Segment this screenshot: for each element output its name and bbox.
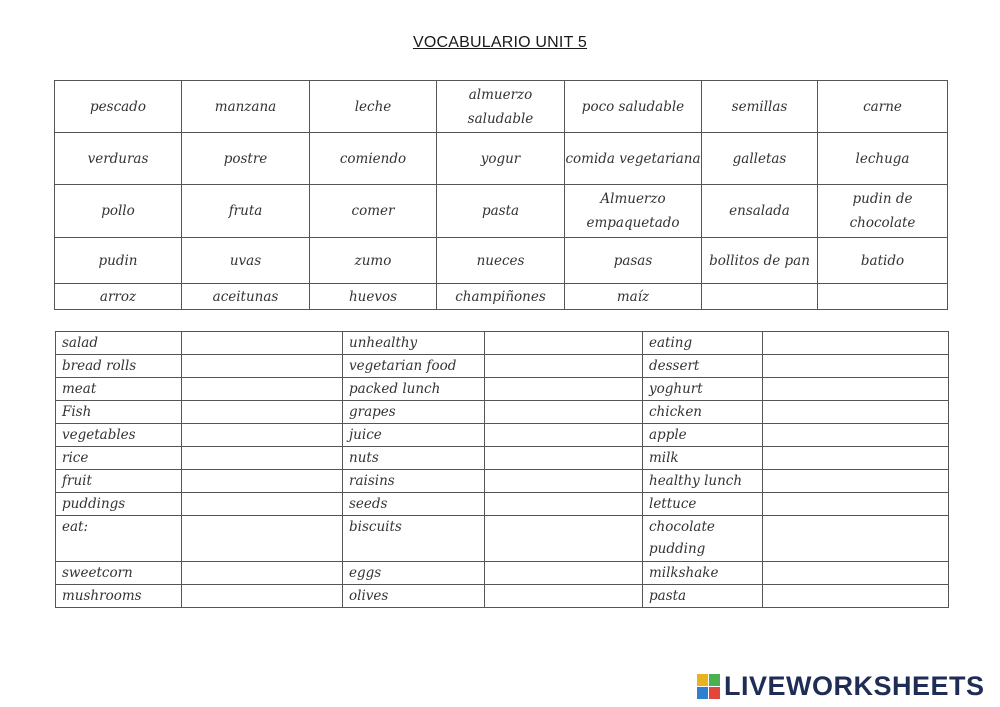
spanish-row: [55, 185, 948, 238]
english-word-cell: raisins: [343, 470, 485, 493]
answer-cell: [485, 516, 643, 562]
english-row: [56, 355, 949, 378]
answer-cell: [763, 562, 949, 585]
english-word-cell: milkshake: [643, 562, 763, 585]
spanish-word-cell: [818, 284, 948, 310]
answer-cell: [763, 424, 949, 447]
answer-input[interactable]: [182, 562, 342, 584]
answer-cell: [485, 470, 643, 493]
english-word-cell: eating: [643, 332, 763, 355]
answer-input[interactable]: [485, 447, 642, 469]
answer-cell: [763, 447, 949, 470]
spanish-word-cell: fruta: [182, 185, 310, 238]
spanish-word-cell: zumo: [310, 238, 437, 284]
spanish-word-cell: pasas: [565, 238, 702, 284]
answer-input[interactable]: [485, 562, 642, 584]
answer-cell: [182, 424, 343, 447]
answer-input[interactable]: [182, 378, 342, 400]
spanish-word-cell: comiendo: [310, 133, 437, 185]
spanish-word-cell: Almuerzo empaquetado: [565, 185, 702, 238]
english-word-cell: chocolate pudding: [643, 516, 763, 562]
english-word-cell: meat: [56, 378, 182, 401]
spanish-word-cell: maíz: [565, 284, 702, 310]
english-row: [56, 424, 949, 447]
english-word-cell: Fish: [56, 401, 182, 424]
spanish-row: [55, 81, 948, 133]
answer-input[interactable]: [182, 493, 342, 515]
answer-input[interactable]: [763, 470, 948, 492]
english-word-cell: grapes: [343, 401, 485, 424]
spanish-word-cell: manzana: [182, 81, 310, 133]
english-word-cell: healthy lunch: [643, 470, 763, 493]
spanish-word-cell: [702, 284, 818, 310]
answer-cell: [485, 355, 643, 378]
answer-cell: [182, 355, 343, 378]
answer-cell: [763, 516, 949, 562]
english-word-cell: dessert: [643, 355, 763, 378]
answer-cell: [763, 470, 949, 493]
english-word-cell: seeds: [343, 493, 485, 516]
answer-input[interactable]: [182, 424, 342, 446]
answer-input[interactable]: [763, 562, 948, 584]
liveworksheets-logo: [697, 668, 985, 704]
spanish-word-cell: ensalada: [702, 185, 818, 238]
answer-cell: [763, 355, 949, 378]
english-word-cell: milk: [643, 447, 763, 470]
answer-input[interactable]: [182, 585, 342, 607]
spanish-row: [55, 238, 948, 284]
english-word-cell: yoghurt: [643, 378, 763, 401]
english-word-cell: puddings: [56, 493, 182, 516]
english-word-cell: apple: [643, 424, 763, 447]
answer-input[interactable]: [763, 378, 948, 400]
spanish-word-cell: nueces: [437, 238, 565, 284]
spanish-word-cell: pudin de chocolate: [818, 185, 948, 238]
answer-input[interactable]: [485, 424, 642, 446]
spanish-word-cell: batido: [818, 238, 948, 284]
answer-input[interactable]: [485, 378, 642, 400]
english-row: [56, 332, 949, 355]
answer-cell: [182, 585, 343, 608]
english-word-cell: nuts: [343, 447, 485, 470]
answer-cell: [182, 516, 343, 562]
spanish-word-cell: poco saludable: [565, 81, 702, 133]
answer-cell: [182, 401, 343, 424]
answer-cell: [763, 378, 949, 401]
answer-input[interactable]: [182, 401, 342, 423]
answer-input[interactable]: [763, 424, 948, 446]
spanish-word-cell: comida vegetariana: [565, 133, 702, 185]
answer-input[interactable]: [485, 516, 642, 538]
english-word-cell: eat:: [56, 516, 182, 562]
logo-text: LIVEWORKSHEETS: [724, 670, 985, 701]
answer-input[interactable]: [763, 585, 948, 607]
english-row: [56, 493, 949, 516]
english-word-cell: unhealthy: [343, 332, 485, 355]
answer-cell: [182, 447, 343, 470]
answer-input[interactable]: [485, 332, 642, 354]
answer-input[interactable]: [763, 447, 948, 469]
spanish-word-cell: aceitunas: [182, 284, 310, 310]
english-row: [56, 378, 949, 401]
spanish-word-cell: postre: [182, 133, 310, 185]
spanish-word-cell: uvas: [182, 238, 310, 284]
answer-cell: [485, 585, 643, 608]
answer-cell: [182, 562, 343, 585]
spanish-word-cell: pasta: [437, 185, 565, 238]
answer-cell: [182, 378, 343, 401]
english-word-cell: mushrooms: [56, 585, 182, 608]
english-matching-table: [55, 331, 949, 608]
answer-cell: [763, 401, 949, 424]
english-row: [56, 401, 949, 424]
answer-cell: [182, 332, 343, 355]
answer-input[interactable]: [763, 401, 948, 423]
spanish-word-cell: pudin: [55, 238, 182, 284]
answer-input[interactable]: [182, 470, 342, 492]
spanish-word-cell: comer: [310, 185, 437, 238]
answer-cell: [763, 332, 949, 355]
english-word-cell: juice: [343, 424, 485, 447]
spanish-vocabulary-table: [54, 80, 948, 310]
logo-blocks-icon: [697, 674, 720, 699]
answer-input[interactable]: [485, 401, 642, 423]
english-word-cell: eggs: [343, 562, 485, 585]
spanish-word-cell: lechuga: [818, 133, 948, 185]
answer-cell: [485, 401, 643, 424]
spanish-word-cell: galletas: [702, 133, 818, 185]
english-row: [56, 516, 949, 562]
spanish-word-cell: pescado: [55, 81, 182, 133]
worksheet-title: VOCABULARIO UNIT 5: [412, 34, 587, 51]
answer-input[interactable]: [485, 470, 642, 492]
spanish-word-cell: leche: [310, 81, 437, 133]
spanish-word-cell: bollitos de pan: [702, 238, 818, 284]
answer-input[interactable]: [485, 585, 642, 607]
spanish-word-cell: huevos: [310, 284, 437, 310]
spanish-row: [55, 133, 948, 185]
answer-cell: [763, 585, 949, 608]
english-row: [56, 585, 949, 608]
spanish-word-cell: champiñones: [437, 284, 565, 310]
english-word-cell: vegetarian food: [343, 355, 485, 378]
spanish-word-cell: pollo: [55, 185, 182, 238]
spanish-word-cell: semillas: [702, 81, 818, 133]
answer-cell: [485, 493, 643, 516]
answer-input[interactable]: [763, 493, 948, 515]
spanish-row: [55, 284, 948, 310]
english-word-cell: bread rolls: [56, 355, 182, 378]
answer-input[interactable]: [485, 355, 642, 377]
answer-input[interactable]: [182, 332, 342, 354]
answer-input[interactable]: [485, 493, 642, 515]
english-word-cell: salad: [56, 332, 182, 355]
english-word-cell: packed lunch: [343, 378, 485, 401]
answer-cell: [485, 562, 643, 585]
answer-input[interactable]: [182, 516, 342, 538]
spanish-word-cell: arroz: [55, 284, 182, 310]
answer-cell: [485, 424, 643, 447]
english-row: [56, 447, 949, 470]
spanish-word-cell: yogur: [437, 133, 565, 185]
english-row: [56, 562, 949, 585]
answer-cell: [485, 378, 643, 401]
english-word-cell: lettuce: [643, 493, 763, 516]
answer-input[interactable]: [763, 355, 948, 377]
english-row: [56, 470, 949, 493]
answer-cell: [485, 447, 643, 470]
english-word-cell: fruit: [56, 470, 182, 493]
answer-cell: [763, 493, 949, 516]
english-word-cell: vegetables: [56, 424, 182, 447]
answer-cell: [182, 493, 343, 516]
answer-input[interactable]: [763, 516, 948, 538]
spanish-word-cell: verduras: [55, 133, 182, 185]
english-word-cell: olives: [343, 585, 485, 608]
english-word-cell: pasta: [643, 585, 763, 608]
answer-input[interactable]: [182, 447, 342, 469]
spanish-word-cell: almuerzo saludable: [437, 81, 565, 133]
english-word-cell: sweetcorn: [56, 562, 182, 585]
english-word-cell: biscuits: [343, 516, 485, 562]
english-word-cell: rice: [56, 447, 182, 470]
answer-input[interactable]: [182, 355, 342, 377]
answer-cell: [182, 470, 343, 493]
answer-input[interactable]: [763, 332, 948, 354]
english-word-cell: chicken: [643, 401, 763, 424]
answer-cell: [485, 332, 643, 355]
spanish-word-cell: carne: [818, 81, 948, 133]
